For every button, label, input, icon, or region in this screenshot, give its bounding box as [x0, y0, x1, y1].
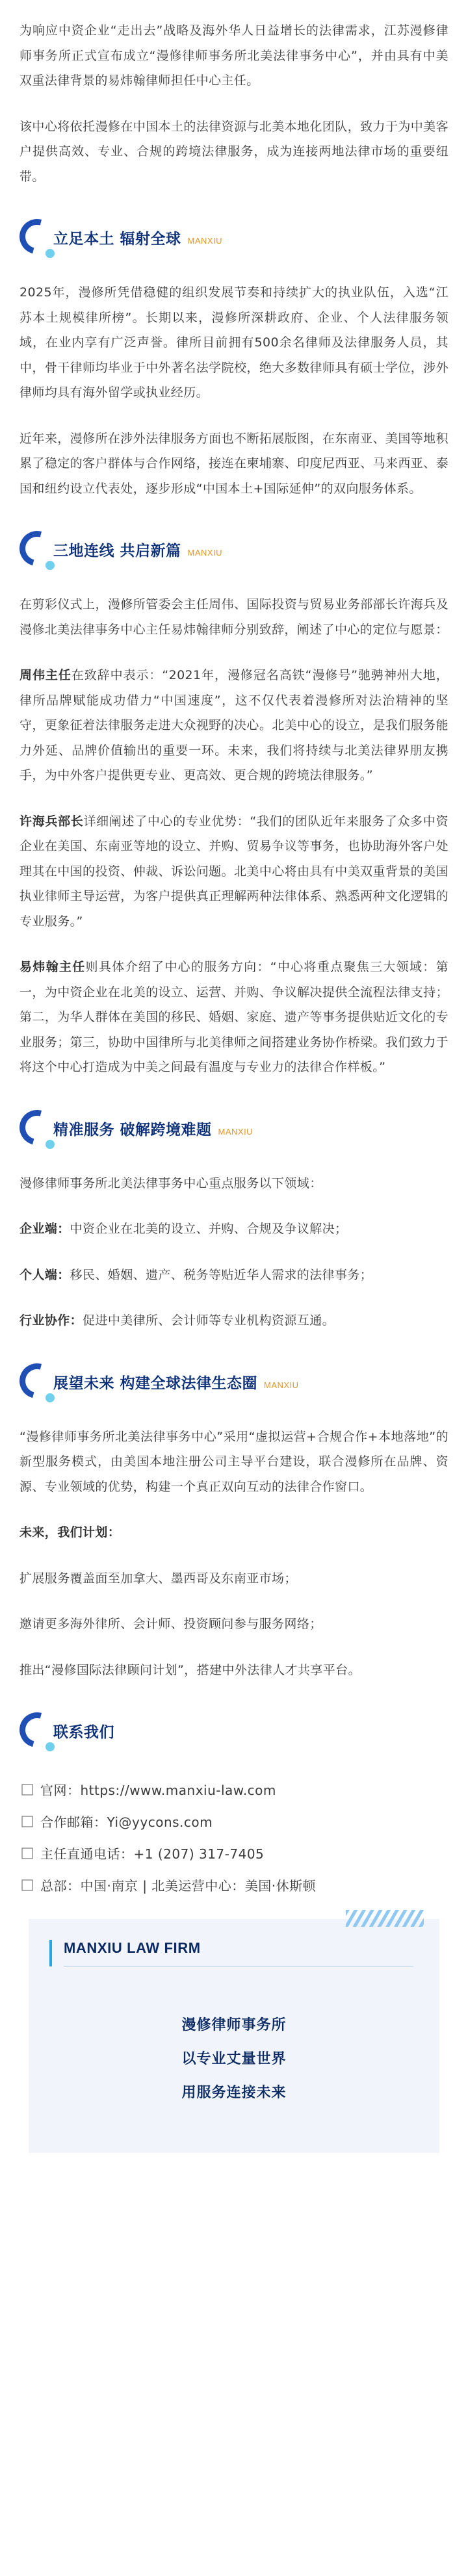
mail-icon [20, 1814, 35, 1829]
section-title: 三地连线 共启新篇 [53, 543, 181, 560]
dot-icon [46, 561, 55, 570]
contact-list [20, 1773, 448, 1901]
contact-text: 总部：中国·南京 | 北美运营中心：美国·休斯顿 [40, 1878, 317, 1894]
plan-item: 邀请更多海外律所、会计师、投资顾问参与服务网络； [20, 1617, 322, 1631]
service-item [20, 1217, 448, 1242]
service-label: 行业协作： [20, 1313, 83, 1328]
contact-website[interactable] [20, 1773, 448, 1805]
section-paragraph: 近年来，漫修所在涉外法律服务方面也不断拓展版图，在东南亚、美国等地积累了稳定的客户群体与合作网络，接连在柬埔寨、印度尼西亚、马来西亚、泰国和纽约设立代表处，逐步形成“中国本土+国际延伸”的双向服务体系。 [20, 431, 448, 496]
plan-title: 未来，我们计划： [20, 1525, 121, 1539]
brand-tag: MANXIU [264, 1380, 299, 1390]
quote-text: 在致辞中表示：“2021年，漫修冠名高铁“漫修号”驰骋神州大地，律所品牌赋能成功借力“中国速度”，这不仅代表着漫修所对法治精神的坚守，更象征着法律服务走进大众视野的决心。北美中心的设立，是我们服务能力外延、品牌价值输出的重要一环。未来，我们将持续与北美法律界朋友携手，为中外客户提供更专业、更高效、更合规的跨境法律服务。” [20, 668, 448, 782]
slogan-line: 以专业丈量世界 [181, 2051, 287, 2067]
contact-address [20, 1869, 448, 1901]
contact-phone[interactable] [20, 1837, 448, 1869]
firm-card-header [49, 1940, 413, 1966]
quote-text: 则具体介绍了中心的服务方向：“中心将重点聚焦三大领域：第一，为中资企业在北美的设立、运营、并购、争议解决提供全流程法律支持；第二，为华人群体在美国的移民、婚姻、家庭、遗产等事务提供贴近文化的专业服务；第三，协助中国律所与北美律师之间搭建业务协作桥梁。我们致力于将这个中心打造成为中美之间最有温度与专业力的法律合作样板。” [20, 960, 448, 1074]
location-icon [20, 1877, 35, 1893]
service-item [20, 1308, 448, 1333]
contact-email[interactable] [20, 1805, 448, 1837]
brand-tag: MANXIU [187, 548, 223, 558]
dot-icon [46, 1742, 55, 1751]
service-text: 促进中美律所、会计师等专业机构资源互通。 [83, 1313, 335, 1328]
contact-text: 合作邮箱：Yi@yycons.com [40, 1814, 213, 1830]
bottom-spacer [20, 2153, 448, 2183]
section-heading [20, 1708, 448, 1749]
section-heading [20, 1106, 448, 1146]
section-heading [20, 527, 448, 567]
service-text: 移民、婚姻、遗产、税务等贴近华人需求的法律事务； [70, 1267, 373, 1282]
section-title: 精准服务 破解跨境难题 [53, 1121, 212, 1139]
slogan-list [29, 2009, 439, 2110]
speaker-name: 易炜翰主任 [20, 960, 86, 974]
plan-heading [20, 1520, 448, 1545]
intro-paragraph: 为响应中资企业“走出去”战略及海外华人日益增长的法律需求，江苏漫修律师事务所正式宣布成立“漫修律师事务所北美法律事务中心”，并由具有中美双重法律背景的易炜翰律师担任中心主任。 [20, 23, 448, 88]
section-heading [20, 215, 448, 255]
slogan-line: 用服务连接未来 [181, 2085, 287, 2101]
section-title: 联系我们 [53, 1724, 114, 1741]
firm-card [29, 1919, 439, 2153]
brand-tag: MANXIU [218, 1126, 254, 1137]
section-paragraph: 漫修律师事务所北美法律事务中心重点服务以下领域： [20, 1176, 322, 1191]
plan-item: 推出“漫修国际法律顾问计划”，搭建中外法律人才共享平台。 [20, 1662, 361, 1677]
service-item [20, 1263, 448, 1288]
slogan-line: 漫修律师事务所 [181, 2017, 287, 2033]
speaker-name: 许海兵部长 [20, 814, 84, 829]
speaker-name: 周伟主任 [20, 668, 72, 682]
section-heading [20, 1359, 448, 1400]
dot-icon [46, 1140, 55, 1149]
phone-icon [20, 1846, 35, 1861]
contact-text: 主任直通电话：+1 (207) 317-7405 [40, 1846, 265, 1862]
plan-item: 扩展服务覆盖面至加拿大、墨西哥及东南亚市场； [20, 1571, 297, 1586]
firm-name: MANXIU LAW FIRM [64, 1940, 201, 1956]
decorative-stripes [346, 1910, 424, 1927]
quote-paragraph [20, 955, 448, 1080]
section-paragraph: 2025年，漫修所凭借稳健的组织发展节奏和持续扩大的执业队伍，入选“江苏本土规模律所榜”。长期以来，漫修所深耕政府、企业、个人法律服务领域，在业内享有广泛声誉。律所目前拥有500余名律师及法律服务人员，其中，骨干律师均毕业于中外著名法学院校，绝大多数律师具有硕士学位，涉外律师均具有海外留学或执业经历。 [20, 285, 448, 400]
section-title: 展望未来 构建全球法律生态圈 [53, 1374, 258, 1392]
article [0, 18, 468, 2183]
dot-icon [46, 1393, 55, 1402]
section-paragraph: “漫修律师事务所北美法律事务中心”采用“虚拟运营+合规合作+本地落地”的新型服务模式，由美国本地注册公司主导平台建设，联合漫修所在品牌、资源、专业领域的优势，构建一个真正双向互动的法律合作窗口。 [20, 1429, 448, 1494]
dot-icon [46, 249, 55, 258]
brand-tag: MANXIU [187, 236, 223, 246]
section-title: 立足本土 辐射全球 [53, 231, 181, 248]
quote-text: 详细阐述了中心的专业优势：“我们的团队近年来服务了众多中资企业在美国、东南亚等地的设立、并购、贸易争议等事务，也协助海外客户处理其在中国的投资、仲裁、诉讼问题。北美中心将由具有中美双重背景的美国执业律师主导运营，为客户提供真正理解两种法律体系、熟悉两种文化逻辑的专业服务。” [20, 814, 448, 929]
quote-paragraph [20, 663, 448, 788]
intro-paragraph: 该中心将依托漫修在中国本土的法律资源与北美本地化团队，致力于为中美客户提供高效、专业、合规的跨境法律服务，成为连接两地法律市场的重要纽带。 [20, 119, 448, 184]
service-label: 个人端： [20, 1267, 70, 1282]
globe-icon [20, 1782, 35, 1797]
quote-paragraph [20, 809, 448, 934]
contact-text: 官网：https://www.manxiu-law.com [40, 1783, 276, 1798]
service-label: 企业端： [20, 1222, 70, 1236]
section-paragraph: 在剪彩仪式上，漫修所管委会主任周伟、国际投资与贸易业务部部长许海兵及漫修北美法律事务中心主任易炜翰律师分别致辞，阐述了中心的定位与愿景： [20, 597, 448, 637]
service-text: 中资企业在北美的设立、并购、合规及争议解决； [70, 1222, 348, 1236]
